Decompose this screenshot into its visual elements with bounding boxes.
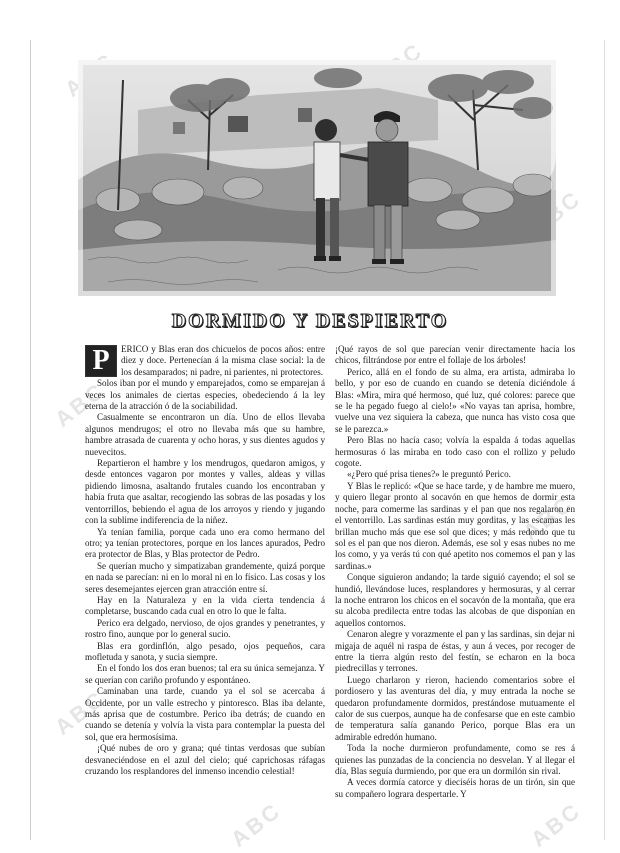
paragraph: Cenaron alegre y vorazmente el pan y las sardinas, sin dejar ni migaja de aquél ni raspa de éstas, y aun á veces, por recoger de entre la tierra algún resto del festín, se echaron en la boca piedrecillas y terrones. [335,629,575,674]
paragraph: Casualmente se encontraron un día. Uno de ellos llevaba algunos mendrugos; el otro no llevaba más que su hambre, hambre atrasada de cuarenta y ocho horas, y sus dientes agudos y nuevecitos. [85,412,325,457]
paragraph: ¡Qué rayos de sol que parecían venir directamente hacia los chicos, filtrándose por entre el follaje de los árboles! [335,344,575,366]
drop-cap: P [85,345,117,377]
text-column-left [85,344,325,777]
paragraph-text: ERICO y Blas eran dos chicuelos de pocos años: entre diez y doce. Pertenecían á la misma clase social: la de los desamparados; ni padre, ni parientes, ni protectores. [121,344,325,377]
paragraph: Se querían mucho y simpatizaban grandemente, quizá porque en nada se parecían: ni en lo moral ni en lo físico. Las cosas y los seres desemejantes ejercen gran atracción entre sí. [85,560,325,594]
paragraph: Luego charlaron y rieron, haciendo comentarios sobre el pordiosero y las aventuras del día, y muy entrada la noche se quedaron profundamente dormidos, prestándose mutuamente el calor de sus cuerpos, aunque ha de confesarse que en este cambio de temperatura salía ganando Perico, porque Blas era un admirable edredón humano. [335,674,575,742]
watermark-abc: ABC [518,490,579,545]
paragraph: «¿Pero qué prisa tienes?» le preguntó Perico. [347,469,511,480]
paragraph: Toda la noche durmieron profundamente, como se res á quienes las punzadas de la conciencia no desvelan. Y al llegar el día, Blas seguía durmiendo, por que era un dormilón sin rival. [335,743,575,777]
paragraph: Solos iban por el mundo y emparejados, como se emparejan á veces los animales de ciertas especies, obedeciendo á la ley eterna de la atracción ó de la sociabilidad. [85,378,325,412]
paragraph: En el fondo los dos eran buenos; tal era su única semejanza. Y se querían con cariño profundo y espontáneo. [85,663,325,685]
paragraph: Y Blas le replicó: «Que se hace tarde, y de hambre me muero, y quiero llegar pronto al socavón en que hemos de dormir esta noche, para comerme las sardinas y el pan que nos regalaron en el ventorrillo. Las sardinas están muy gorditas, y las escamas les brillan mucho más que ese sol que dices; y más redondo que tu sol es el pan que nos dieron. Además, ese sol y esas nubes no me los como, y ya verás tú con qué apetito nos comemos el pan y las sardinas.» [335,480,575,571]
illustration-two-boys [78,60,556,296]
text-column-right [335,344,575,800]
watermark-abc: ABC [50,377,111,432]
paragraph: Pero Blas no hacía caso; volvía la espalda á todas aquellas hermosuras ó las miraba en todo caso con el rollizo y peludo cogote. [335,435,575,469]
paragraph: Perico era delgado, nervioso, de ojos grandes y penetrantes, y rostro fino, aunque por lo general sucio. [85,617,325,640]
paragraph [85,344,325,378]
paragraph: Repartieron el hambre y los mendrugos, quedaron amigos, y desde entonces vagaron por montes y valles, aldeas y villas pidiendo limosna, asaltando frutales cuando los encontraban y había fruta que asaltar, recogiendo las sobras de las posadas y los ventorrillos, bebiendo el agua de los arroyos y riendo y jugando con la sublime indiferencia de la niñez. [85,458,325,526]
article-title: DORMIDO Y DESPIERTO [171,310,449,332]
watermark-abc: ABC [226,797,287,852]
watermark-abc: ABC [526,797,587,852]
paragraph: Ya tenían familia, porque cada uno era como hermano del otro; ya tenían protectores, porque en los lances apurados, Pedro era protector de Blas, y Blas protector de Pedro. [85,526,325,560]
paragraph: Perico, allá en el fondo de su alma, era artista, admiraba lo bello, y por eso de cuando en cuando se detenía diciéndole á Blas: «Mira, mira qué hermoso, qué luz, qué colores: parece que se le ha pegado fuego al cielo!» «No vayas tan aprisa, hombre, vuelve una vez siquiera la cabeza, que nunca has visto cosa que se le parezca.» [335,366,575,434]
paragraph: A veces dormía catorce y dieciséis horas de un tirón, sin que su compañero lograra despertarle. Y [335,777,575,799]
paragraph: ¡Qué nubes de oro y grana; qué tintas verdosas que subían desvaneciéndose en el azul del cielo; qué caprichosas ráfagas cruzando los resplandores del inmenso incendio celestial! [85,743,325,777]
paragraph: Hay en la Naturaleza y en la vida cierta tendencia á completarse, buscando cada cual en otro lo que le falta. [85,594,325,617]
paragraph: Caminaban una tarde, cuando ya el sol se acercaba á Occidente, por un valle estrecho y pintoresco. Blas iba delante, más aprisa que de costumbre. Perico iba detrás; de cuando en cuando se detenía y volvía la vista para contemplar la puesta del sol, que era hermosísima. [85,686,325,742]
watermark-abc: ABC [526,185,587,240]
paragraph: Blas era gordinflón, algo pesado, ojos pequeños, cara mofletuda y sanota, y sucia siempre. [85,640,325,662]
watermark-abc: ABC [50,685,111,740]
paragraph: Conque siguieron andando; la tarde siguió cayendo; el sol se hundió, llevándose luces, resplandores y hermosuras, y al cerrar la noche entraron los chicos en el socavón de la montaña, que era su alcoba predilecta entre todas las alcobas de que disponían en aquellos contornos. [335,572,575,628]
